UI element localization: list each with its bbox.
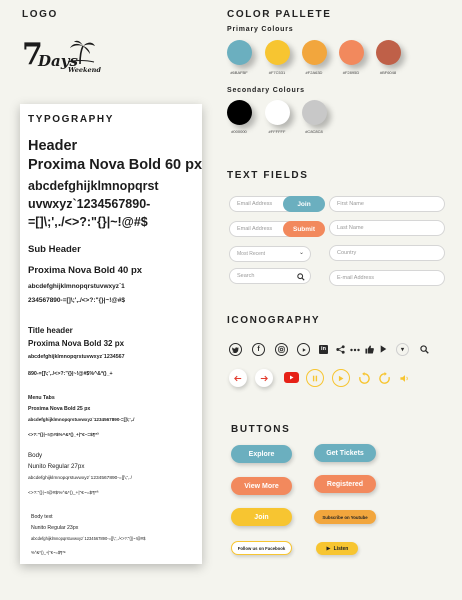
swatch-coral: [339, 40, 364, 65]
swatch-label: #000000: [231, 129, 247, 134]
header-font: Proxima Nova Bold 60 px: [28, 157, 202, 173]
palm-tree-icon: [66, 40, 96, 64]
swatch-label: #F7C531: [268, 70, 286, 75]
palette-section-title: COLOR PALLETE: [227, 9, 332, 20]
title-header-sample: 890-=[]\;',./<>?:"{}|~!@#$%^&*()_+: [28, 371, 113, 377]
follow-facebook-button[interactable]: Follow us on Facebook: [231, 541, 292, 555]
last-name-field[interactable]: [329, 220, 445, 236]
instagram-icon[interactable]: [275, 343, 288, 356]
swatch-label: #C8C8C8: [305, 129, 323, 134]
get-tickets-button[interactable]: Get Tickets: [314, 444, 376, 462]
header-sample: =[]\;',./<>?:"{}|~!@#$: [28, 215, 148, 229]
swatch-teal: [227, 40, 252, 65]
buttons-section-title: BUTTONS: [231, 424, 291, 435]
youtube-logo-icon[interactable]: [284, 372, 299, 383]
join-field-button[interactable]: Join: [283, 196, 325, 212]
menu-tabs-sample: abcdefghijklmnopqrstuvwxyz`1234567890-=[]\;',./: [28, 417, 135, 422]
share-icon[interactable]: [336, 345, 345, 354]
swatch-yellow: [265, 40, 290, 65]
swatch-label: #F2895D: [342, 70, 360, 75]
title-header-font: Proxima Nova Bold 32 px: [28, 339, 125, 348]
country-placeholder: Country: [337, 250, 357, 256]
swatch-label: #6BAFBF: [230, 70, 248, 75]
header-sample: uvwxyz`1234567890-: [28, 197, 151, 211]
linkedin-icon[interactable]: in: [319, 345, 328, 354]
primary-colours-title: Primary Colours: [227, 26, 294, 33]
sort-dropdown[interactable]: [229, 246, 311, 262]
logo-section-title: LOGO: [22, 9, 58, 20]
iconography-section-title: ICONOGRAPHY: [227, 315, 321, 326]
sort-dropdown-value: Most Recent: [237, 251, 266, 257]
join-button[interactable]: Join: [231, 508, 292, 526]
body-sample: abcdefghijklmnopqrstuvwxyz`1234567890-=[]\;',./: [28, 476, 132, 481]
body-text-sample: %^&*()_+|"€~=$¶*ª: [31, 550, 66, 555]
search-input-placeholder: Search: [237, 273, 255, 279]
swatch-white: [265, 100, 290, 125]
youtube-icon[interactable]: [297, 343, 310, 356]
forward-icon[interactable]: [378, 372, 391, 385]
logo-numeral: 7: [22, 37, 43, 72]
listen-button[interactable]: [316, 542, 358, 555]
title-header-label: Title header: [28, 326, 73, 335]
registered-button[interactable]: Registered: [314, 475, 376, 493]
body-text-font: Nunito Regular 23px: [31, 525, 79, 531]
brand-logo: [22, 37, 102, 78]
more-horizontal-icon[interactable]: [350, 348, 360, 352]
menu-tabs-font: Proxima Nova Bold 25 px: [28, 406, 91, 412]
twitter-icon[interactable]: [229, 343, 242, 356]
body-text-label: Body text: [31, 514, 53, 520]
chevron-down-icon: ⌄: [298, 250, 304, 256]
swatch-label: #FFFFFF: [268, 129, 286, 134]
subheader-font: Proxima Nova Bold 40 px: [28, 265, 143, 276]
chevron-down-icon[interactable]: ▾: [396, 343, 409, 356]
arrow-left-icon[interactable]: [229, 369, 247, 387]
logo-tagline: Weekend: [68, 66, 101, 74]
view-more-button[interactable]: View More: [231, 477, 292, 495]
search-icon: [297, 273, 305, 281]
email-field-placeholder: Email Address: [237, 226, 273, 232]
logo-word: Days: [38, 52, 78, 70]
body-label: Body: [28, 452, 43, 459]
last-name-placeholder: Last Name: [337, 225, 364, 231]
secondary-colours-title: Secondary Colours: [227, 87, 305, 94]
email-address-placeholder: E-mail Address: [337, 275, 374, 281]
facebook-icon[interactable]: f: [252, 343, 265, 356]
arrow-right-icon[interactable]: [255, 369, 273, 387]
menu-tabs-label: Menu Tabs: [28, 395, 55, 401]
thumbs-up-icon[interactable]: [365, 345, 374, 354]
country-field[interactable]: [329, 245, 445, 261]
volume-icon[interactable]: [400, 374, 410, 383]
header-sample: abcdefghijklmnopqrst: [28, 179, 159, 193]
swatch-black: [227, 100, 252, 125]
subheader-sample: abcdefghijklmnopqrstuvwxyz`1: [28, 283, 125, 290]
play-icon[interactable]: [380, 345, 387, 353]
body-font: Nunito Regular 27px: [28, 463, 85, 470]
email-address-field[interactable]: [329, 270, 445, 286]
swatch-grey: [302, 100, 327, 125]
play-circle-icon[interactable]: [332, 369, 350, 387]
pause-icon[interactable]: [306, 369, 324, 387]
body-text-sample: abcdefghijklmnopqrstuvwxyz`1234567890-=[]\;',./<>?:"{}|~!@#$: [31, 536, 146, 541]
search-icon[interactable]: [420, 345, 429, 354]
email-field-placeholder: Email Address: [237, 201, 273, 207]
listen-label: Listen: [333, 545, 349, 552]
typography-title: TYPOGRAPHY: [28, 114, 115, 125]
swatch-label: #BF6048: [379, 70, 397, 75]
swatch-label: #F2A63D: [305, 70, 323, 75]
explore-button[interactable]: Explore: [231, 445, 292, 463]
title-header-sample: abcdefghijklmnopqrstuvwxyz`1234567: [28, 354, 125, 360]
search-input[interactable]: [229, 268, 311, 284]
first-name-field[interactable]: [329, 196, 445, 212]
rewind-icon[interactable]: [358, 372, 371, 385]
text-fields-section-title: TEXT FIELDS: [227, 170, 309, 181]
swatch-orange: [302, 40, 327, 65]
subscribe-youtube-button[interactable]: Subscribe on Youtube: [314, 510, 376, 524]
submit-field-button[interactable]: Submit: [283, 221, 325, 237]
typography-card: [20, 104, 202, 564]
play-icon: [326, 546, 331, 551]
subheader-label: Sub Header: [28, 244, 81, 255]
subheader-sample: 234567890-=[]\;',./<>?:"{}|~!@#$: [28, 297, 125, 304]
menu-tabs-sample: <>?:"{}|~!@#$%^&*()_+|"€~=$¶*ª: [28, 432, 99, 437]
swatch-rust: [376, 40, 401, 65]
header-label: Header: [28, 138, 78, 154]
first-name-placeholder: First Name: [337, 201, 364, 207]
body-sample: <>?:"{}|~!@#$%^&*()_+|"€~=$¶*ª: [28, 491, 99, 496]
